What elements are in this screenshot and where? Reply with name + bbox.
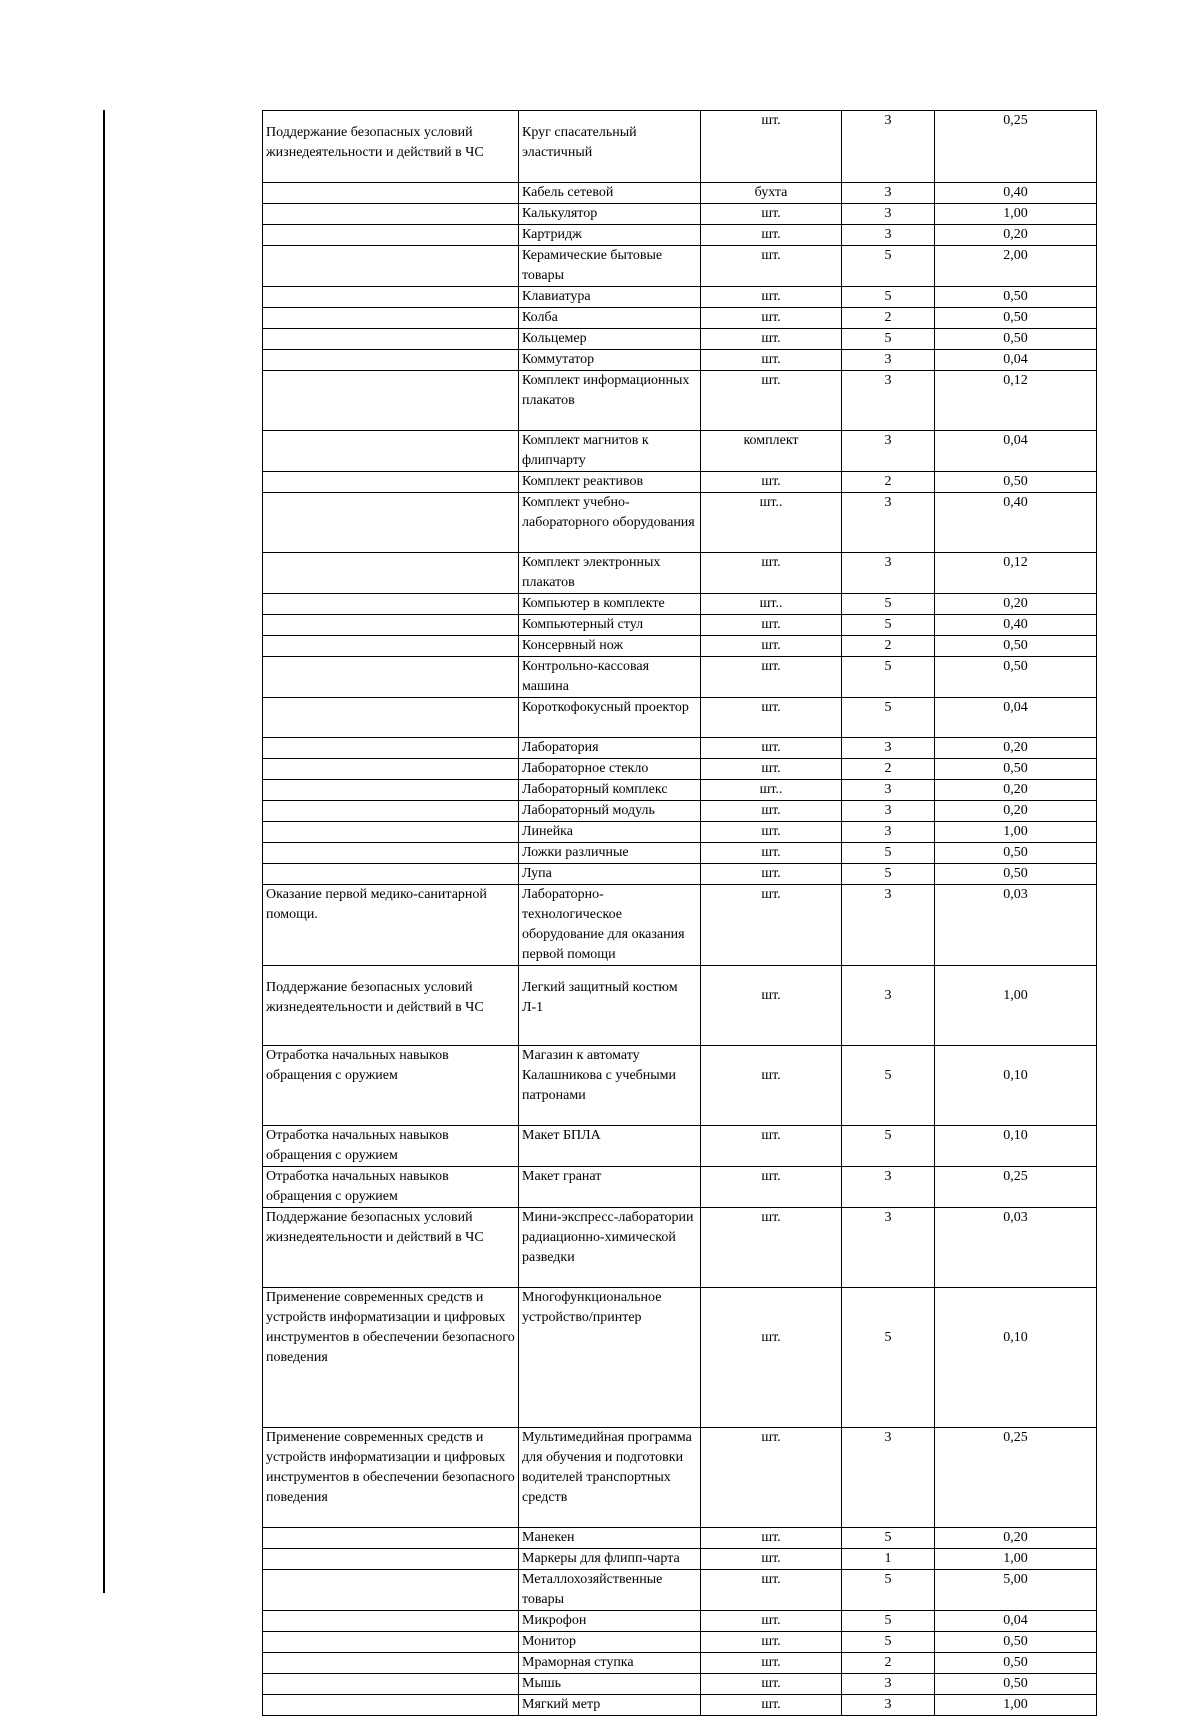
- table-row: [263, 1528, 1097, 1549]
- coefficient-cell: 0,12: [935, 553, 1097, 594]
- purpose-cell: Оказание первой медико-санитарной помощи.: [263, 885, 519, 966]
- table-row: [263, 822, 1097, 843]
- item-name-cell: Линейка: [519, 822, 701, 843]
- table-row: [263, 759, 1097, 780]
- quantity-cell: 3: [842, 1208, 935, 1288]
- coefficient-cell: 0,50: [935, 308, 1097, 329]
- purpose-cell: Поддержание безопасных условий жизнедеятельности и действий в ЧС: [263, 1208, 519, 1288]
- unit-cell: шт.: [701, 885, 842, 966]
- item-name-cell: Кабель сетевой: [519, 183, 701, 204]
- quantity-cell: 3: [842, 801, 935, 822]
- purpose-cell: [263, 801, 519, 822]
- coefficient-cell: 0,50: [935, 329, 1097, 350]
- item-name-cell: Мышь: [519, 1674, 701, 1695]
- table-row: [263, 287, 1097, 308]
- table-row: [263, 1632, 1097, 1653]
- purpose-cell: [263, 246, 519, 287]
- item-name-cell: Лаборатория: [519, 738, 701, 759]
- coefficient-cell: 0,04: [935, 431, 1097, 472]
- purpose-cell: [263, 843, 519, 864]
- table-row: [263, 371, 1097, 431]
- unit-cell: шт..: [701, 493, 842, 553]
- item-name-cell: Колба: [519, 308, 701, 329]
- quantity-cell: 5: [842, 1288, 935, 1428]
- purpose-cell: [263, 553, 519, 594]
- table-row: [263, 1208, 1097, 1288]
- table-row: [263, 1126, 1097, 1167]
- item-name-cell: Комплект магнитов к флипчарту: [519, 431, 701, 472]
- table-row: [263, 636, 1097, 657]
- coefficient-cell: 2,00: [935, 246, 1097, 287]
- purpose-cell: [263, 472, 519, 493]
- purpose-cell: [263, 657, 519, 698]
- unit-cell: шт.: [701, 246, 842, 287]
- item-name-cell: Лабораторно-технологическое оборудование для оказания первой помощи: [519, 885, 701, 966]
- item-name-cell: Коммутатор: [519, 350, 701, 371]
- unit-cell: шт.: [701, 1126, 842, 1167]
- purpose-cell: [263, 594, 519, 615]
- unit-cell: шт.: [701, 1695, 842, 1716]
- coefficient-cell: 0,50: [935, 864, 1097, 885]
- unit-cell: шт.: [701, 1570, 842, 1611]
- unit-cell: шт.: [701, 1611, 842, 1632]
- coefficient-cell: 0,20: [935, 801, 1097, 822]
- table-row: [263, 1167, 1097, 1208]
- unit-cell: шт.: [701, 759, 842, 780]
- coefficient-cell: 0,50: [935, 1653, 1097, 1674]
- item-name-cell: Комплект реактивов: [519, 472, 701, 493]
- unit-cell: комплект: [701, 431, 842, 472]
- coefficient-cell: 1,00: [935, 204, 1097, 225]
- unit-cell: шт.: [701, 1046, 842, 1126]
- coefficient-cell: 0,50: [935, 657, 1097, 698]
- item-name-cell: Компьютерный стул: [519, 615, 701, 636]
- table-row: [263, 1570, 1097, 1611]
- unit-cell: шт.: [701, 1674, 842, 1695]
- item-name-cell: Мини-экспресс-лаборатории радиационно-химической разведки: [519, 1208, 701, 1288]
- unit-cell: шт.: [701, 350, 842, 371]
- purpose-cell: Отработка начальных навыков обращения с оружием: [263, 1046, 519, 1126]
- coefficient-cell: 0,20: [935, 738, 1097, 759]
- unit-cell: шт.: [701, 329, 842, 350]
- coefficient-cell: 0,25: [935, 111, 1097, 183]
- purpose-cell: [263, 780, 519, 801]
- quantity-cell: 3: [842, 738, 935, 759]
- table-row: [263, 801, 1097, 822]
- quantity-cell: 3: [842, 780, 935, 801]
- item-name-cell: Круг спасательный эластичный: [519, 111, 701, 183]
- table-row: [263, 738, 1097, 759]
- purpose-cell: [263, 698, 519, 738]
- quantity-cell: 3: [842, 1674, 935, 1695]
- purpose-cell: Применение современных средств и устройств информатизации и цифровых инструментов в обеспечении безопасного поведения: [263, 1428, 519, 1528]
- coefficient-cell: 0,10: [935, 1046, 1097, 1126]
- table-row: [263, 111, 1097, 183]
- coefficient-cell: 1,00: [935, 1695, 1097, 1716]
- purpose-cell: [263, 1674, 519, 1695]
- quantity-cell: 5: [842, 864, 935, 885]
- unit-cell: шт.: [701, 472, 842, 493]
- unit-cell: шт.: [701, 822, 842, 843]
- coefficient-cell: 0,03: [935, 1208, 1097, 1288]
- table-row: [263, 966, 1097, 1046]
- coefficient-cell: 5,00: [935, 1570, 1097, 1611]
- purpose-cell: [263, 738, 519, 759]
- item-name-cell: Манекен: [519, 1528, 701, 1549]
- coefficient-cell: 0,12: [935, 371, 1097, 431]
- quantity-cell: 5: [842, 657, 935, 698]
- unit-cell: шт.: [701, 225, 842, 246]
- unit-cell: шт.: [701, 1288, 842, 1428]
- item-name-cell: Ложки различные: [519, 843, 701, 864]
- item-name-cell: Лупа: [519, 864, 701, 885]
- purpose-cell: [263, 615, 519, 636]
- purpose-cell: [263, 183, 519, 204]
- quantity-cell: 3: [842, 1428, 935, 1528]
- table-row: [263, 472, 1097, 493]
- coefficient-cell: 0,25: [935, 1428, 1097, 1528]
- purpose-cell: Применение современных средств и устройств информатизации и цифровых инструментов в обеспечении безопасного поведения: [263, 1288, 519, 1428]
- coefficient-cell: 0,40: [935, 493, 1097, 553]
- unit-cell: шт.: [701, 287, 842, 308]
- unit-cell: шт.: [701, 738, 842, 759]
- quantity-cell: 3: [842, 822, 935, 843]
- quantity-cell: 3: [842, 553, 935, 594]
- coefficient-cell: 0,40: [935, 615, 1097, 636]
- quantity-cell: 5: [842, 329, 935, 350]
- table-row: [263, 350, 1097, 371]
- unit-cell: шт..: [701, 780, 842, 801]
- coefficient-cell: 0,40: [935, 183, 1097, 204]
- quantity-cell: 1: [842, 1549, 935, 1570]
- table-row: [263, 1695, 1097, 1716]
- item-name-cell: Макет гранат: [519, 1167, 701, 1208]
- purpose-cell: [263, 350, 519, 371]
- purpose-cell: [263, 1549, 519, 1570]
- unit-cell: шт.: [701, 1653, 842, 1674]
- quantity-cell: 5: [842, 698, 935, 738]
- item-name-cell: Комплект информационных плакатов: [519, 371, 701, 431]
- quantity-cell: 3: [842, 431, 935, 472]
- coefficient-cell: 0,50: [935, 1632, 1097, 1653]
- coefficient-cell: 0,20: [935, 1528, 1097, 1549]
- equipment-table: [262, 110, 1097, 1716]
- item-name-cell: Комплект учебно-лабораторного оборудования: [519, 493, 701, 553]
- coefficient-cell: 0,10: [935, 1126, 1097, 1167]
- quantity-cell: 5: [842, 1126, 935, 1167]
- purpose-cell: Поддержание безопасных условий жизнедеятельности и действий в ЧС: [263, 111, 519, 183]
- quantity-cell: 3: [842, 966, 935, 1046]
- quantity-cell: 3: [842, 371, 935, 431]
- purpose-cell: [263, 431, 519, 472]
- item-name-cell: Легкий защитный костюм Л-1: [519, 966, 701, 1046]
- quantity-cell: 5: [842, 1570, 935, 1611]
- purpose-cell: [263, 1653, 519, 1674]
- item-name-cell: Лабораторное стекло: [519, 759, 701, 780]
- item-name-cell: Комплект электронных плакатов: [519, 553, 701, 594]
- unit-cell: шт.: [701, 553, 842, 594]
- item-name-cell: Контрольно-кассовая машина: [519, 657, 701, 698]
- coefficient-cell: 0,50: [935, 1674, 1097, 1695]
- quantity-cell: 5: [842, 594, 935, 615]
- purpose-cell: [263, 822, 519, 843]
- unit-cell: шт.: [701, 204, 842, 225]
- item-name-cell: Маркеры для флипп-чарта: [519, 1549, 701, 1570]
- item-name-cell: Короткофокусный проектор: [519, 698, 701, 738]
- purpose-cell: Отработка начальных навыков обращения с оружием: [263, 1167, 519, 1208]
- purpose-cell: [263, 204, 519, 225]
- item-name-cell: Картридж: [519, 225, 701, 246]
- item-name-cell: Мраморная ступка: [519, 1653, 701, 1674]
- coefficient-cell: 0,10: [935, 1288, 1097, 1428]
- unit-cell: шт.: [701, 801, 842, 822]
- quantity-cell: 5: [842, 287, 935, 308]
- purpose-cell: [263, 864, 519, 885]
- quantity-cell: 5: [842, 246, 935, 287]
- purpose-cell: [263, 329, 519, 350]
- unit-cell: шт.: [701, 657, 842, 698]
- table-row: [263, 329, 1097, 350]
- coefficient-cell: 0,04: [935, 350, 1097, 371]
- coefficient-cell: 0,04: [935, 698, 1097, 738]
- coefficient-cell: 0,20: [935, 594, 1097, 615]
- purpose-cell: [263, 759, 519, 780]
- unit-cell: шт.: [701, 308, 842, 329]
- item-name-cell: Магазин к автомату Калашникова с учебными патронами: [519, 1046, 701, 1126]
- unit-cell: бухта: [701, 183, 842, 204]
- item-name-cell: Керамические бытовые товары: [519, 246, 701, 287]
- purpose-cell: Поддержание безопасных условий жизнедеятельности и действий в ЧС: [263, 966, 519, 1046]
- coefficient-cell: 0,50: [935, 287, 1097, 308]
- quantity-cell: 3: [842, 350, 935, 371]
- purpose-cell: Отработка начальных навыков обращения с оружием: [263, 1126, 519, 1167]
- table-row: [263, 183, 1097, 204]
- item-name-cell: Калькулятор: [519, 204, 701, 225]
- table-row: [263, 553, 1097, 594]
- item-name-cell: Консервный нож: [519, 636, 701, 657]
- unit-cell: шт.: [701, 966, 842, 1046]
- coefficient-cell: 0,25: [935, 1167, 1097, 1208]
- quantity-cell: 3: [842, 204, 935, 225]
- unit-cell: шт.: [701, 636, 842, 657]
- item-name-cell: Лабораторный модуль: [519, 801, 701, 822]
- equipment-table-body: [263, 111, 1097, 1716]
- purpose-cell: [263, 225, 519, 246]
- purpose-cell: [263, 1611, 519, 1632]
- table-row: [263, 246, 1097, 287]
- quantity-cell: 3: [842, 1167, 935, 1208]
- table-row: [263, 1653, 1097, 1674]
- unit-cell: шт.: [701, 111, 842, 183]
- unit-cell: шт.: [701, 698, 842, 738]
- table-row: [263, 225, 1097, 246]
- purpose-cell: [263, 1695, 519, 1716]
- quantity-cell: 5: [842, 1632, 935, 1653]
- quantity-cell: 2: [842, 636, 935, 657]
- table-row: [263, 308, 1097, 329]
- item-name-cell: Мягкий метр: [519, 1695, 701, 1716]
- purpose-cell: [263, 636, 519, 657]
- quantity-cell: 2: [842, 759, 935, 780]
- table-row: [263, 1549, 1097, 1570]
- coefficient-cell: 0,50: [935, 843, 1097, 864]
- unit-cell: шт.: [701, 1208, 842, 1288]
- table-row: [263, 1674, 1097, 1695]
- quantity-cell: 3: [842, 885, 935, 966]
- quantity-cell: 5: [842, 843, 935, 864]
- quantity-cell: 3: [842, 493, 935, 553]
- table-row: [263, 885, 1097, 966]
- item-name-cell: Монитор: [519, 1632, 701, 1653]
- coefficient-cell: 1,00: [935, 966, 1097, 1046]
- purpose-cell: [263, 1528, 519, 1549]
- unit-cell: шт..: [701, 594, 842, 615]
- purpose-cell: [263, 1632, 519, 1653]
- unit-cell: шт.: [701, 1428, 842, 1528]
- table-row: [263, 204, 1097, 225]
- quantity-cell: 5: [842, 1611, 935, 1632]
- purpose-cell: [263, 308, 519, 329]
- quantity-cell: 3: [842, 183, 935, 204]
- quantity-cell: 5: [842, 1046, 935, 1126]
- unit-cell: шт.: [701, 371, 842, 431]
- coefficient-cell: 0,20: [935, 225, 1097, 246]
- unit-cell: шт.: [701, 1528, 842, 1549]
- unit-cell: шт.: [701, 1167, 842, 1208]
- page-margin-line: [103, 110, 105, 1593]
- coefficient-cell: 0,50: [935, 636, 1097, 657]
- purpose-cell: [263, 287, 519, 308]
- coefficient-cell: 1,00: [935, 822, 1097, 843]
- item-name-cell: Микрофон: [519, 1611, 701, 1632]
- table-row: [263, 594, 1097, 615]
- unit-cell: шт.: [701, 864, 842, 885]
- quantity-cell: 3: [842, 225, 935, 246]
- coefficient-cell: 0,20: [935, 780, 1097, 801]
- table-row: [263, 1428, 1097, 1528]
- coefficient-cell: 0,50: [935, 472, 1097, 493]
- table-row: [263, 780, 1097, 801]
- item-name-cell: Кольцемер: [519, 329, 701, 350]
- quantity-cell: 5: [842, 615, 935, 636]
- unit-cell: шт.: [701, 1549, 842, 1570]
- table-row: [263, 493, 1097, 553]
- quantity-cell: 2: [842, 308, 935, 329]
- item-name-cell: Мультимедийная программа для обучения и подготовки водителей транспортных средств: [519, 1428, 701, 1528]
- purpose-cell: [263, 1570, 519, 1611]
- table-row: [263, 864, 1097, 885]
- coefficient-cell: 0,03: [935, 885, 1097, 966]
- table-row: [263, 1046, 1097, 1126]
- table-row: [263, 615, 1097, 636]
- quantity-cell: 3: [842, 111, 935, 183]
- unit-cell: шт.: [701, 615, 842, 636]
- purpose-cell: [263, 493, 519, 553]
- item-name-cell: Клавиатура: [519, 287, 701, 308]
- item-name-cell: Лабораторный комплекс: [519, 780, 701, 801]
- coefficient-cell: 1,00: [935, 1549, 1097, 1570]
- quantity-cell: 2: [842, 472, 935, 493]
- unit-cell: шт.: [701, 843, 842, 864]
- purpose-cell: [263, 371, 519, 431]
- table-row: [263, 1288, 1097, 1428]
- table-row: [263, 843, 1097, 864]
- quantity-cell: 5: [842, 1528, 935, 1549]
- item-name-cell: Макет БПЛА: [519, 1126, 701, 1167]
- table-row: [263, 657, 1097, 698]
- item-name-cell: Многофункциональное устройство/принтер: [519, 1288, 701, 1428]
- quantity-cell: 2: [842, 1653, 935, 1674]
- quantity-cell: 3: [842, 1695, 935, 1716]
- item-name-cell: Металлохозяйственные товары: [519, 1570, 701, 1611]
- unit-cell: шт.: [701, 1632, 842, 1653]
- coefficient-cell: 0,50: [935, 759, 1097, 780]
- item-name-cell: Компьютер в комплекте: [519, 594, 701, 615]
- coefficient-cell: 0,04: [935, 1611, 1097, 1632]
- table-row: [263, 698, 1097, 738]
- table-row: [263, 1611, 1097, 1632]
- table-row: [263, 431, 1097, 472]
